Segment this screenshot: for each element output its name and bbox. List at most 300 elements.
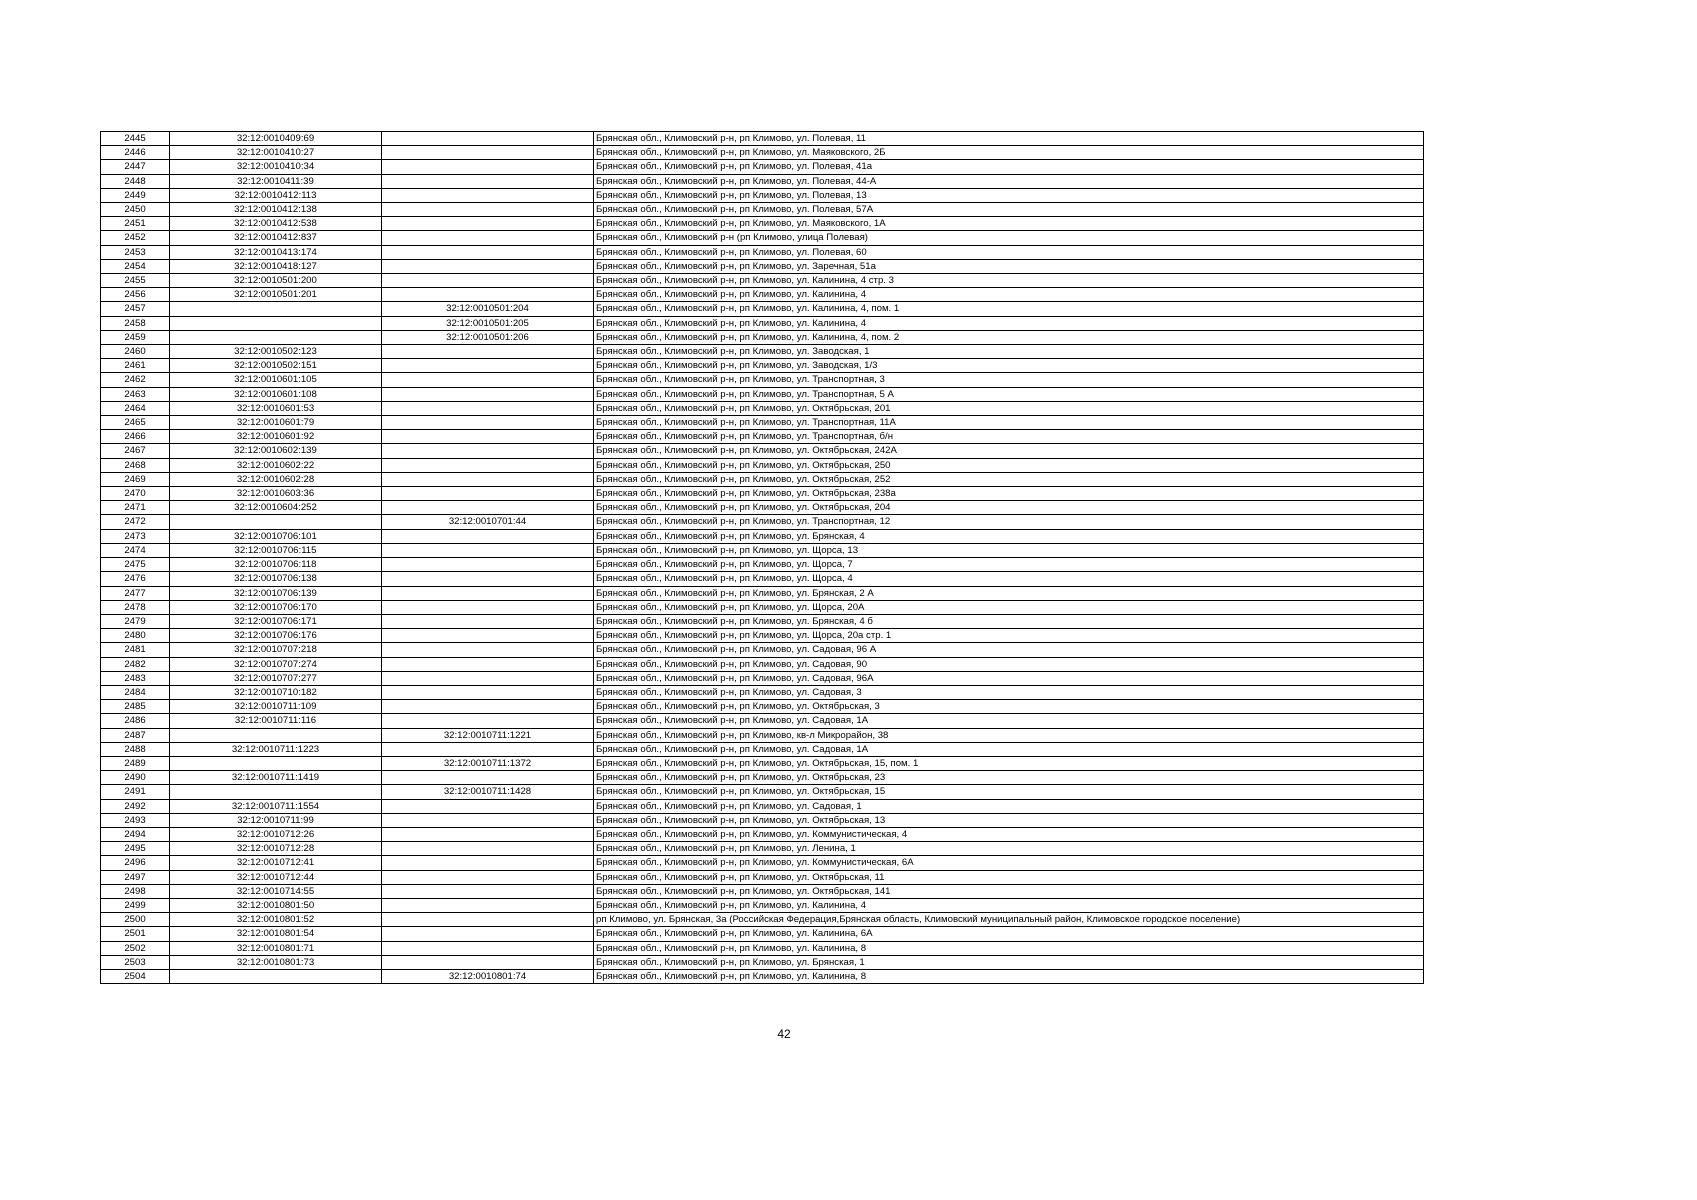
cadastral-number-cell: 32:12:0010801:50 xyxy=(170,898,382,912)
address-cell: Брянская обл., Климовский р-н, рп Климово, ул. Калинина, 4 xyxy=(594,316,1424,330)
table-row xyxy=(101,700,1424,714)
cadastral-number-cell: 32:12:0010412:837 xyxy=(170,231,382,245)
table-row xyxy=(101,955,1424,969)
cadastral-number-alt-cell xyxy=(382,345,594,359)
cadastral-number-cell: 32:12:0010601:105 xyxy=(170,373,382,387)
row-number-cell: 2469 xyxy=(101,472,170,486)
row-number-cell: 2479 xyxy=(101,614,170,628)
cadastral-number-alt-cell xyxy=(382,217,594,231)
row-number-cell: 2464 xyxy=(101,401,170,415)
table-row xyxy=(101,416,1424,430)
cadastral-number-cell: 32:12:0010801:54 xyxy=(170,927,382,941)
cadastral-number-cell: 32:12:0010712:41 xyxy=(170,856,382,870)
table-row xyxy=(101,600,1424,614)
address-cell: Брянская обл., Климовский р-н, рп Климово, кв-л Микрорайон, 38 xyxy=(594,728,1424,742)
cadastral-number-alt-cell xyxy=(382,870,594,884)
table-row xyxy=(101,827,1424,841)
cadastral-number-cell: 32:12:0010801:71 xyxy=(170,941,382,955)
cadastral-number-alt-cell xyxy=(382,657,594,671)
address-cell: Брянская обл., Климовский р-н, рп Климово, ул. Полевая, 60 xyxy=(594,245,1424,259)
table-row xyxy=(101,458,1424,472)
page-number: 42 xyxy=(777,1027,791,1041)
table-row xyxy=(101,543,1424,557)
cadastral-number-cell: 32:12:0010706:138 xyxy=(170,572,382,586)
cadastral-number-alt-cell xyxy=(382,259,594,273)
address-cell: Брянская обл., Климовский р-н, рп Климово, ул. Транспортная, 5 А xyxy=(594,387,1424,401)
table-row xyxy=(101,856,1424,870)
cadastral-number-alt-cell xyxy=(382,416,594,430)
cadastral-number-alt-cell xyxy=(382,188,594,202)
cadastral-number-alt-cell xyxy=(382,543,594,557)
cadastral-number-alt-cell xyxy=(382,501,594,515)
cadastral-number-cell: 32:12:0010706:176 xyxy=(170,629,382,643)
row-number-cell: 2445 xyxy=(101,132,170,146)
cadastral-number-alt-cell xyxy=(382,714,594,728)
cadastral-number-alt-cell xyxy=(382,387,594,401)
cadastral-number-alt-cell xyxy=(382,401,594,415)
table-row xyxy=(101,728,1424,742)
table-row xyxy=(101,572,1424,586)
address-cell: Брянская обл., Климовский р-н, рп Климово, ул. Транспортная, 12 xyxy=(594,515,1424,529)
cadastral-number-cell: 32:12:0010412:113 xyxy=(170,188,382,202)
table-row xyxy=(101,771,1424,785)
row-number-cell: 2453 xyxy=(101,245,170,259)
cadastral-number-alt-cell xyxy=(382,927,594,941)
address-cell: Брянская обл., Климовский р-н, рп Климово, ул. Калинина, 4, пом. 1 xyxy=(594,302,1424,316)
cadastral-number-cell xyxy=(170,728,382,742)
table-row xyxy=(101,302,1424,316)
row-number-cell: 2462 xyxy=(101,373,170,387)
address-cell: Брянская обл., Климовский р-н, рп Климово, ул. Транспортная, 11А xyxy=(594,416,1424,430)
cadastral-number-alt-cell xyxy=(382,898,594,912)
cadastral-number-cell: 32:12:0010712:44 xyxy=(170,870,382,884)
cadastral-number-cell: 32:12:0010501:201 xyxy=(170,288,382,302)
table-row xyxy=(101,174,1424,188)
table-row xyxy=(101,870,1424,884)
cadastral-number-cell xyxy=(170,515,382,529)
table-row xyxy=(101,927,1424,941)
table-row xyxy=(101,132,1424,146)
row-number-cell: 2467 xyxy=(101,444,170,458)
address-cell: Брянская обл., Климовский р-н, рп Климово, ул. Калинина, 4 xyxy=(594,898,1424,912)
table-row xyxy=(101,487,1424,501)
cadastral-number-cell: 32:12:0010706:170 xyxy=(170,600,382,614)
cadastral-number-alt-cell xyxy=(382,274,594,288)
row-number-cell: 2446 xyxy=(101,146,170,160)
table-row xyxy=(101,401,1424,415)
address-cell: Брянская обл., Климовский р-н, рп Климово, ул. Октябрьская, 15 xyxy=(594,785,1424,799)
cadastral-number-cell xyxy=(170,756,382,770)
row-number-cell: 2455 xyxy=(101,274,170,288)
cadastral-number-cell: 32:12:0010711:109 xyxy=(170,700,382,714)
address-cell: Брянская обл., Климовский р-н, рп Климово, ул. Калинина, 8 xyxy=(594,969,1424,983)
cadastral-number-alt-cell xyxy=(382,955,594,969)
cadastral-number-alt-cell: 32:12:0010501:206 xyxy=(382,330,594,344)
row-number-cell: 2483 xyxy=(101,671,170,685)
address-cell: Брянская обл., Климовский р-н, рп Климово, ул. Октябрьская, 11 xyxy=(594,870,1424,884)
row-number-cell: 2452 xyxy=(101,231,170,245)
cadastral-number-alt-cell xyxy=(382,288,594,302)
cadastral-number-alt-cell xyxy=(382,203,594,217)
address-cell: Брянская обл., Климовский р-н, рп Климово, ул. Полевая, 44-А xyxy=(594,174,1424,188)
cadastral-number-alt-cell xyxy=(382,813,594,827)
cadastral-number-cell: 32:12:0010801:52 xyxy=(170,913,382,927)
cadastral-number-cell: 32:12:0010602:28 xyxy=(170,472,382,486)
row-number-cell: 2470 xyxy=(101,487,170,501)
table-row xyxy=(101,643,1424,657)
row-number-cell: 2468 xyxy=(101,458,170,472)
cadastral-number-cell: 32:12:0010712:26 xyxy=(170,827,382,841)
cadastral-number-alt-cell xyxy=(382,842,594,856)
row-number-cell: 2498 xyxy=(101,884,170,898)
cadastral-number-alt-cell xyxy=(382,487,594,501)
address-cell: Брянская обл., Климовский р-н, рп Климово, ул. Октябрьская, 242А xyxy=(594,444,1424,458)
cadastral-number-alt-cell: 32:12:0010701:44 xyxy=(382,515,594,529)
row-number-cell: 2472 xyxy=(101,515,170,529)
address-cell: Брянская обл., Климовский р-н, рп Климово, ул. Октябрьская, 252 xyxy=(594,472,1424,486)
cadastral-number-cell xyxy=(170,969,382,983)
table-row xyxy=(101,529,1424,543)
cadastral-number-alt-cell xyxy=(382,373,594,387)
address-cell: Брянская обл., Климовский р-н, рп Климово, ул. Полевая, 13 xyxy=(594,188,1424,202)
row-number-cell: 2447 xyxy=(101,160,170,174)
row-number-cell: 2492 xyxy=(101,799,170,813)
cadastral-number-alt-cell xyxy=(382,856,594,870)
cadastral-number-cell: 32:12:0010502:123 xyxy=(170,345,382,359)
address-cell: Брянская обл., Климовский р-н, рп Климово, ул. Садовая, 96 А xyxy=(594,643,1424,657)
cadastral-number-alt-cell xyxy=(382,884,594,898)
address-cell: Брянская обл., Климовский р-н, рп Климово, ул. Калинина, 6А xyxy=(594,927,1424,941)
cadastral-number-cell: 32:12:0010410:27 xyxy=(170,146,382,160)
cadastral-number-cell: 32:12:0010502:151 xyxy=(170,359,382,373)
cadastral-number-alt-cell xyxy=(382,558,594,572)
row-number-cell: 2473 xyxy=(101,529,170,543)
cadastral-number-cell xyxy=(170,302,382,316)
table-row xyxy=(101,941,1424,955)
row-number-cell: 2487 xyxy=(101,728,170,742)
cadastral-number-cell: 32:12:0010601:108 xyxy=(170,387,382,401)
row-number-cell: 2463 xyxy=(101,387,170,401)
row-number-cell: 2471 xyxy=(101,501,170,515)
row-number-cell: 2488 xyxy=(101,742,170,756)
row-number-cell: 2478 xyxy=(101,600,170,614)
address-cell: Брянская обл., Климовский р-н, рп Климово, ул. Садовая, 3 xyxy=(594,685,1424,699)
cadastral-number-alt-cell xyxy=(382,231,594,245)
row-number-cell: 2454 xyxy=(101,259,170,273)
address-cell: Брянская обл., Климовский р-н, рп Климово, ул. Брянская, 2 А xyxy=(594,586,1424,600)
address-cell: Брянская обл., Климовский р-н, рп Климово, ул. Брянская, 4 б xyxy=(594,614,1424,628)
cadastral-number-cell: 32:12:0010711:1554 xyxy=(170,799,382,813)
row-number-cell: 2491 xyxy=(101,785,170,799)
table-row xyxy=(101,472,1424,486)
cadastral-number-alt-cell: 32:12:0010501:205 xyxy=(382,316,594,330)
table-row xyxy=(101,884,1424,898)
cadastral-number-alt-cell: 32:12:0010801:74 xyxy=(382,969,594,983)
cadastral-number-cell: 32:12:0010706:101 xyxy=(170,529,382,543)
cadastral-number-cell: 32:12:0010711:1223 xyxy=(170,742,382,756)
cadastral-number-alt-cell xyxy=(382,174,594,188)
address-cell: Брянская обл., Климовский р-н, рп Климово, ул. Октябрьская, 204 xyxy=(594,501,1424,515)
row-number-cell: 2482 xyxy=(101,657,170,671)
row-number-cell: 2476 xyxy=(101,572,170,586)
address-cell: Брянская обл., Климовский р-н, рп Климово, ул. Октябрьская, 3 xyxy=(594,700,1424,714)
row-number-cell: 2503 xyxy=(101,955,170,969)
address-cell: Брянская обл., Климовский р-н, рп Климово, ул. Брянская, 1 xyxy=(594,955,1424,969)
address-cell: Брянская обл., Климовский р-н, рп Климово, ул. Щорса, 20а стр. 1 xyxy=(594,629,1424,643)
address-cell: Брянская обл., Климовский р-н (рп Климово, улица Полевая) xyxy=(594,231,1424,245)
row-number-cell: 2497 xyxy=(101,870,170,884)
table-row xyxy=(101,742,1424,756)
table-row xyxy=(101,898,1424,912)
property-table xyxy=(100,131,1424,984)
cadastral-number-alt-cell: 32:12:0010711:1372 xyxy=(382,756,594,770)
table-row xyxy=(101,359,1424,373)
row-number-cell: 2499 xyxy=(101,898,170,912)
cadastral-number-cell: 32:12:0010714:55 xyxy=(170,884,382,898)
address-cell: Брянская обл., Климовский р-н, рп Климово, ул. Ленина, 1 xyxy=(594,842,1424,856)
table-row xyxy=(101,913,1424,927)
cadastral-number-cell: 32:12:0010410:34 xyxy=(170,160,382,174)
table-row xyxy=(101,444,1424,458)
table-row xyxy=(101,785,1424,799)
address-cell: Брянская обл., Климовский р-н, рп Климово, ул. Октябрьская, 201 xyxy=(594,401,1424,415)
table-row xyxy=(101,614,1424,628)
cadastral-number-alt-cell xyxy=(382,799,594,813)
cadastral-number-alt-cell xyxy=(382,359,594,373)
row-number-cell: 2493 xyxy=(101,813,170,827)
table-row xyxy=(101,501,1424,515)
table-body xyxy=(101,132,1424,984)
address-cell: Брянская обл., Климовский р-н, рп Климово, ул. Транспортная, 3 xyxy=(594,373,1424,387)
row-number-cell: 2502 xyxy=(101,941,170,955)
address-cell: Брянская обл., Климовский р-н, рп Климово, ул. Брянская, 4 xyxy=(594,529,1424,543)
address-cell: Брянская обл., Климовский р-н, рп Климово, ул. Октябрьская, 15, пом. 1 xyxy=(594,756,1424,770)
cadastral-number-cell: 32:12:0010711:99 xyxy=(170,813,382,827)
row-number-cell: 2501 xyxy=(101,927,170,941)
cadastral-number-cell: 32:12:0010602:22 xyxy=(170,458,382,472)
cadastral-number-cell: 32:12:0010711:1419 xyxy=(170,771,382,785)
address-cell: Брянская обл., Климовский р-н, рп Климово, ул. Полевая, 41а xyxy=(594,160,1424,174)
address-cell: Брянская обл., Климовский р-н, рп Климово, ул. Октябрьская, 250 xyxy=(594,458,1424,472)
row-number-cell: 2460 xyxy=(101,345,170,359)
cadastral-number-cell: 32:12:0010411:39 xyxy=(170,174,382,188)
table-row xyxy=(101,657,1424,671)
table-row xyxy=(101,231,1424,245)
cadastral-number-alt-cell xyxy=(382,245,594,259)
address-cell: Брянская обл., Климовский р-н, рп Климово, ул. Октябрьская, 23 xyxy=(594,771,1424,785)
cadastral-number-cell: 32:12:0010706:118 xyxy=(170,558,382,572)
cadastral-number-cell: 32:12:0010603:36 xyxy=(170,487,382,501)
address-cell: рп Климово, ул. Брянская, 3а (Российская Федерация,Брянская область, Климовский муниципальный район, Климовское городское поселение) xyxy=(594,913,1424,927)
cadastral-number-alt-cell xyxy=(382,827,594,841)
table-row xyxy=(101,387,1424,401)
address-cell: Брянская обл., Климовский р-н, рп Климово, ул. Щорса, 4 xyxy=(594,572,1424,586)
address-cell: Брянская обл., Климовский р-н, рп Климово, ул. Полевая, 11 xyxy=(594,132,1424,146)
address-cell: Брянская обл., Климовский р-н, рп Климово, ул. Маяковского, 2Б xyxy=(594,146,1424,160)
address-cell: Брянская обл., Климовский р-н, рп Климово, ул. Калинина, 8 xyxy=(594,941,1424,955)
table-row xyxy=(101,259,1424,273)
table-row xyxy=(101,203,1424,217)
row-number-cell: 2485 xyxy=(101,700,170,714)
cadastral-number-cell: 32:12:0010412:138 xyxy=(170,203,382,217)
table-row xyxy=(101,813,1424,827)
row-number-cell: 2458 xyxy=(101,316,170,330)
address-cell: Брянская обл., Климовский р-н, рп Климово, ул. Транспортная, б/н xyxy=(594,430,1424,444)
address-cell: Брянская обл., Климовский р-н, рп Климово, ул. Садовая, 90 xyxy=(594,657,1424,671)
cadastral-number-alt-cell xyxy=(382,444,594,458)
table-row xyxy=(101,842,1424,856)
address-cell: Брянская обл., Климовский р-н, рп Климово, ул. Калинина, 4, пом. 2 xyxy=(594,330,1424,344)
cadastral-number-cell: 32:12:0010706:171 xyxy=(170,614,382,628)
cadastral-number-cell: 32:12:0010413:174 xyxy=(170,245,382,259)
cadastral-number-alt-cell xyxy=(382,572,594,586)
address-cell: Брянская обл., Климовский р-н, рп Климово, ул. Маяковского, 1А xyxy=(594,217,1424,231)
address-cell: Брянская обл., Климовский р-н, рп Климово, ул. Полевая, 57А xyxy=(594,203,1424,217)
table-row xyxy=(101,245,1424,259)
table-row xyxy=(101,373,1424,387)
cadastral-number-alt-cell: 32:12:0010711:1221 xyxy=(382,728,594,742)
row-number-cell: 2494 xyxy=(101,827,170,841)
row-number-cell: 2465 xyxy=(101,416,170,430)
cadastral-number-cell xyxy=(170,316,382,330)
table-row xyxy=(101,969,1424,983)
cadastral-number-alt-cell xyxy=(382,671,594,685)
cadastral-number-cell xyxy=(170,785,382,799)
row-number-cell: 2461 xyxy=(101,359,170,373)
table-row xyxy=(101,345,1424,359)
row-number-cell: 2500 xyxy=(101,913,170,927)
table-row xyxy=(101,146,1424,160)
row-number-cell: 2480 xyxy=(101,629,170,643)
row-number-cell: 2456 xyxy=(101,288,170,302)
row-number-cell: 2457 xyxy=(101,302,170,316)
row-number-cell: 2449 xyxy=(101,188,170,202)
table-row xyxy=(101,160,1424,174)
table-row xyxy=(101,799,1424,813)
cadastral-number-alt-cell xyxy=(382,771,594,785)
table-row xyxy=(101,330,1424,344)
cadastral-number-alt-cell xyxy=(382,146,594,160)
row-number-cell: 2451 xyxy=(101,217,170,231)
cadastral-number-cell: 32:12:0010801:73 xyxy=(170,955,382,969)
row-number-cell: 2489 xyxy=(101,756,170,770)
address-cell: Брянская обл., Климовский р-н, рп Климово, ул. Садовая, 1 xyxy=(594,799,1424,813)
cadastral-number-alt-cell xyxy=(382,685,594,699)
cadastral-number-alt-cell: 32:12:0010501:204 xyxy=(382,302,594,316)
table-row xyxy=(101,558,1424,572)
row-number-cell: 2475 xyxy=(101,558,170,572)
cadastral-number-cell: 32:12:0010707:218 xyxy=(170,643,382,657)
row-number-cell: 2459 xyxy=(101,330,170,344)
cadastral-number-alt-cell xyxy=(382,472,594,486)
cadastral-number-cell: 32:12:0010418:127 xyxy=(170,259,382,273)
cadastral-number-alt-cell xyxy=(382,529,594,543)
row-number-cell: 2504 xyxy=(101,969,170,983)
cadastral-number-alt-cell xyxy=(382,600,594,614)
table-row xyxy=(101,288,1424,302)
cadastral-number-cell: 32:12:0010601:53 xyxy=(170,401,382,415)
table-row xyxy=(101,515,1424,529)
row-number-cell: 2450 xyxy=(101,203,170,217)
cadastral-number-alt-cell xyxy=(382,586,594,600)
row-number-cell: 2486 xyxy=(101,714,170,728)
table-row xyxy=(101,316,1424,330)
table-row xyxy=(101,274,1424,288)
row-number-cell: 2466 xyxy=(101,430,170,444)
cadastral-number-alt-cell xyxy=(382,160,594,174)
address-cell: Брянская обл., Климовский р-н, рп Климово, ул. Коммунистическая, 4 xyxy=(594,827,1424,841)
row-number-cell: 2477 xyxy=(101,586,170,600)
address-cell: Брянская обл., Климовский р-н, рп Климово, ул. Щорса, 20А xyxy=(594,600,1424,614)
cadastral-number-cell: 32:12:0010409:69 xyxy=(170,132,382,146)
cadastral-number-alt-cell xyxy=(382,629,594,643)
cadastral-number-alt-cell xyxy=(382,913,594,927)
cadastral-number-cell: 32:12:0010711:116 xyxy=(170,714,382,728)
row-number-cell: 2496 xyxy=(101,856,170,870)
cadastral-number-alt-cell xyxy=(382,430,594,444)
address-cell: Брянская обл., Климовский р-н, рп Климово, ул. Садовая, 96А xyxy=(594,671,1424,685)
cadastral-number-cell: 32:12:0010602:139 xyxy=(170,444,382,458)
cadastral-number-cell: 32:12:0010601:92 xyxy=(170,430,382,444)
address-cell: Брянская обл., Климовский р-н, рп Климово, ул. Заводская, 1/3 xyxy=(594,359,1424,373)
cadastral-number-cell: 32:12:0010601:79 xyxy=(170,416,382,430)
row-number-cell: 2481 xyxy=(101,643,170,657)
cadastral-number-alt-cell xyxy=(382,941,594,955)
address-cell: Брянская обл., Климовский р-н, рп Климово, ул. Октябрьская, 13 xyxy=(594,813,1424,827)
table-row xyxy=(101,430,1424,444)
row-number-cell: 2474 xyxy=(101,543,170,557)
cadastral-number-cell: 32:12:0010710:182 xyxy=(170,685,382,699)
cadastral-number-cell xyxy=(170,330,382,344)
cadastral-number-cell: 32:12:0010706:139 xyxy=(170,586,382,600)
cadastral-number-cell: 32:12:0010706:115 xyxy=(170,543,382,557)
address-cell: Брянская обл., Климовский р-н, рп Климово, ул. Коммунистическая, 6А xyxy=(594,856,1424,870)
cadastral-number-alt-cell xyxy=(382,132,594,146)
table-row xyxy=(101,629,1424,643)
address-cell: Брянская обл., Климовский р-н, рп Климово, ул. Октябрьская, 238а xyxy=(594,487,1424,501)
cadastral-number-alt-cell xyxy=(382,458,594,472)
address-cell: Брянская обл., Климовский р-н, рп Климово, ул. Садовая, 1А xyxy=(594,714,1424,728)
cadastral-number-cell: 32:12:0010412:538 xyxy=(170,217,382,231)
row-number-cell: 2495 xyxy=(101,842,170,856)
address-cell: Брянская обл., Климовский р-н, рп Климово, ул. Заводская, 1 xyxy=(594,345,1424,359)
table-row xyxy=(101,188,1424,202)
table-row xyxy=(101,714,1424,728)
cadastral-number-cell: 32:12:0010712:28 xyxy=(170,842,382,856)
address-cell: Брянская обл., Климовский р-н, рп Климово, ул. Заречная, 51а xyxy=(594,259,1424,273)
table-row xyxy=(101,586,1424,600)
row-number-cell: 2448 xyxy=(101,174,170,188)
cadastral-number-cell: 32:12:0010707:277 xyxy=(170,671,382,685)
row-number-cell: 2490 xyxy=(101,771,170,785)
address-cell: Брянская обл., Климовский р-н, рп Климово, ул. Щорса, 7 xyxy=(594,558,1424,572)
address-cell: Брянская обл., Климовский р-н, рп Климово, ул. Щорса, 13 xyxy=(594,543,1424,557)
cadastral-number-cell: 32:12:0010604:252 xyxy=(170,501,382,515)
cadastral-number-alt-cell: 32:12:0010711:1428 xyxy=(382,785,594,799)
table-row xyxy=(101,671,1424,685)
address-cell: Брянская обл., Климовский р-н, рп Климово, ул. Калинина, 4 xyxy=(594,288,1424,302)
row-number-cell: 2484 xyxy=(101,685,170,699)
cadastral-number-alt-cell xyxy=(382,700,594,714)
table-row xyxy=(101,685,1424,699)
cadastral-number-cell: 32:12:0010707:274 xyxy=(170,657,382,671)
cadastral-number-alt-cell xyxy=(382,614,594,628)
address-cell: Брянская обл., Климовский р-н, рп Климово, ул. Октябрьская, 141 xyxy=(594,884,1424,898)
table-row xyxy=(101,756,1424,770)
cadastral-number-cell: 32:12:0010501:200 xyxy=(170,274,382,288)
address-cell: Брянская обл., Климовский р-н, рп Климово, ул. Калинина, 4 стр. 3 xyxy=(594,274,1424,288)
cadastral-number-alt-cell xyxy=(382,742,594,756)
